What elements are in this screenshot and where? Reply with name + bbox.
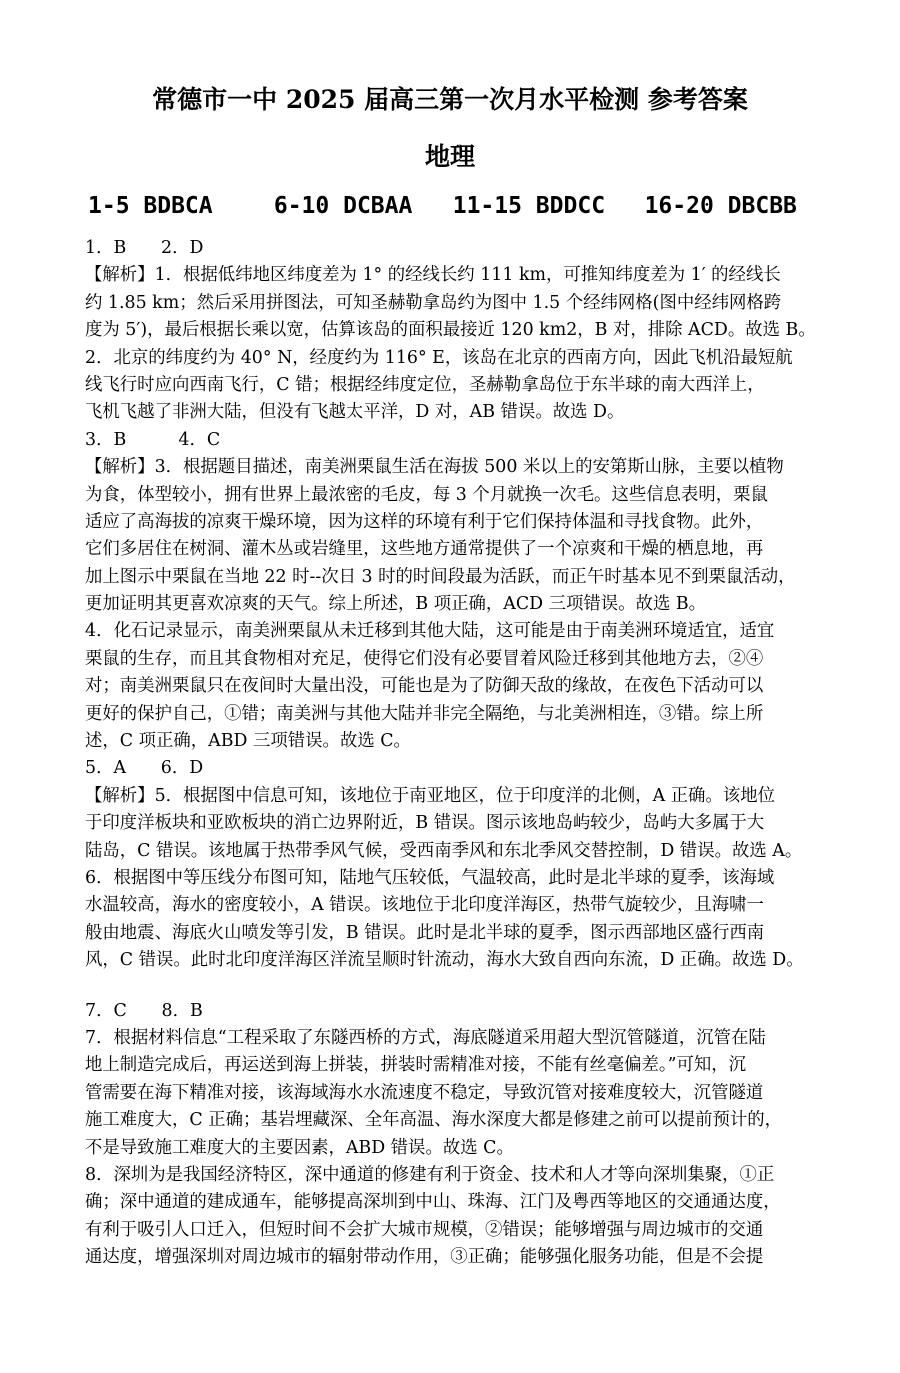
explanation-body — [85, 235, 865, 1271]
text-line: 栗鼠的生存，而且其食物相对充足，使得它们没有必要冒着风险迁移到其他地方去，②④ — [85, 648, 764, 669]
text-line: 更加证明其更喜欢凉爽的天气。综上所述，B 项正确，ACD 三项错误。故选 B。 — [85, 594, 707, 615]
spacer — [85, 975, 865, 998]
text-line: 6．根据图中等压线分布图可知，陆地气压较低，气温较高，此时是北半球的夏季，该海域 — [85, 867, 775, 888]
text-line: 于印度洋板块和亚欧板块的消亡边界附近，B 错误。图示该地岛屿较少，岛屿大多属于大 — [85, 813, 765, 834]
text-line: 【解析】5．根据图中信息可知，该地位于南亚地区，位于印度洋的北侧，A 正确。该地位 — [85, 785, 775, 806]
text-line: 般由地震、海底火山喷发等引发，B 错误。此时是北半球的夏季，图示西部地区盛行西南 — [85, 922, 765, 943]
text-line: 更好的保护自己，①错；南美洲与其他大陆并非完全隔绝，与北美洲相连，③错。综上所 — [85, 703, 764, 724]
text-line: 5．A 6．D — [85, 758, 204, 779]
text-line: 约 1.85 km；然后采用拼图法，可知圣赫勒拿岛约为图中 1.5 个经纬网格(图中经纬网格跨 — [85, 292, 782, 313]
text-line: 4．化石记录显示，南美洲栗鼠从未迁移到其他大陆，这可能是由于南美洲环境适宜，适宜 — [85, 621, 775, 642]
text-line: 度为 5′)，最后根据长乘以宽，估算该岛的面积最接近 120 km2，B 对，排除 ACD。故选 B。 — [85, 320, 816, 341]
text-line: 通达度，增强深圳对周边城市的辐射带动作用，③正确；能够强化服务功能，但是不会提 — [85, 1247, 764, 1268]
text-line: 8．深圳为是我国经济特区，深中通道的修建有利于资金、技术和人才等向深圳集聚，①正 — [85, 1164, 775, 1185]
text-line: 述，C 项正确，ABD 三项错误。故选 C。 — [85, 731, 411, 752]
text-line: 为食，体型较小，拥有世界上最浓密的毛皮，每 3 个月就换一次毛。这些信息表明，栗鼠 — [85, 484, 768, 505]
text-line: 对；南美洲栗鼠只在夜间时大量出没，可能也是为了防御天敌的缘故，在夜色下活动可以 — [85, 676, 764, 697]
text-line: 【解析】3．根据题目描述，南美洲栗鼠生活在海拔 500 米以上的安第斯山脉，主要以植物 — [85, 457, 784, 478]
text-line: 7．根据材料信息“工程采取了东隧西桥的方式，海底隧道采用超大型沉管隧道，沉管在陆 — [85, 1027, 766, 1048]
text-line: 适应了高海拔的凉爽干燥环境，因为这样的环境有利于它们保持体温和寻找食物。此外， — [85, 511, 764, 532]
text-line: 有利于吸引人口迁入，但短时间不会扩大城市规模，②错误；能够增强与周边城市的交通 — [85, 1219, 764, 1240]
text-line: 不是导致施工难度大的主要因素，ABD 错误。故选 C。 — [85, 1137, 514, 1158]
page-title: 常德市一中 2025 届高三第一次月水平检测 参考答案 — [152, 85, 748, 114]
text-line: 风，C 错误。此时北印度洋海区洋流呈顺时针流动，海水大致自西向东流，D 正确。故选 D。 — [85, 950, 804, 971]
text-line: 7．C 8．B — [85, 1000, 203, 1021]
text-line: 加上图示中栗鼠在当地 22 时--次日 3 时的时间段最为活跃，而正午时基本见不到栗鼠活动， — [85, 566, 796, 587]
text-line: 【解析】1．根据低纬地区纬度差为 1° 的经线长约 111 km，可推知纬度差为 1′ 的经线长 — [85, 265, 781, 286]
text-line: 施工难度大，C 正确；基岩埋藏深、全年高温、海水深度大都是修建之前可以提前预计的， — [85, 1110, 783, 1131]
text-line: 它们多居住在树洞、灌木丛或岩缝里，这些地方通常提供了一个凉爽和干燥的栖息地，再 — [85, 539, 764, 560]
answer-group: 11-15 BDDCC — [452, 193, 606, 219]
text-line: 线飞行时应向西南飞行，C 错；根据经纬度定位，圣赫勒拿岛位于东半球的南大西洋上， — [85, 374, 765, 395]
subject-title: 地理 — [424, 142, 475, 171]
text-line: 1．B 2．D — [85, 238, 204, 258]
text-line: 3．B 4．C — [85, 429, 221, 450]
text-line: 2．北京的纬度约为 40° N，经度约为 116° E，该岛在北京的西南方向，因此飞机沿最短航 — [85, 347, 793, 368]
text-line: 陆岛，C 错误。该地属于热带季风气候，受西南季风和东北季风交替控制，D 错误。故选 A。 — [85, 840, 803, 861]
text-line: 管需要在海下精准对接，该海域海水水流速度不稳定，导致沉管对接难度较大，沉管隧道 — [85, 1082, 764, 1103]
answer-key — [88, 193, 868, 219]
text-line: 水温较高，海水的密度较小，A 错误。该地位于北印度洋海区，热带气旋较少，且海啸一 — [85, 895, 764, 916]
answer-group: 16-20 DBCBB — [644, 193, 797, 219]
text-line: 确；深中通道的建成通车，能够提高深圳到中山、珠海、江门及粤西等地区的交通通达度， — [85, 1192, 781, 1213]
answer-group: 1-5 BDBCA — [88, 193, 213, 219]
text-line: 飞机飞越了非洲大陆，但没有飞越太平洋，D 对，AB 错误。故选 D。 — [85, 402, 625, 423]
answer-group: 6-10 DCBAA — [273, 193, 413, 219]
text-line: 地上制造完成后，再运送到海上拼装，拼装时需精准对接，不能有丝毫偏差。”可知，沉 — [85, 1055, 747, 1076]
